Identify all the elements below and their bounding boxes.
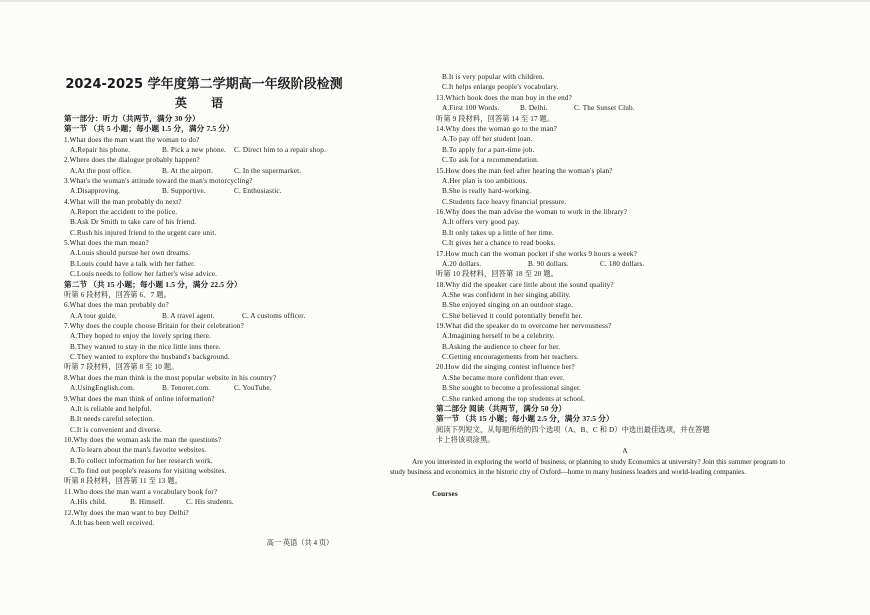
question: 1.What does the man want the woman to do?	[64, 136, 200, 144]
option: B.She enjoyed singing on an outdoor stage.	[442, 301, 574, 309]
option: C. The Sunset Club.	[574, 104, 635, 112]
option: B.Ask Dr Smith to take care of his friend.	[70, 218, 197, 226]
instructions-cont: 卡上将该项涂黑。	[436, 436, 495, 444]
option: A.It is reliable and helpful.	[70, 405, 152, 413]
options	[70, 145, 326, 155]
question: 12.Why does the man want to buy Delhi?	[64, 509, 189, 517]
passage-paragraph: Are you interested in exploring the world of business, or planning to study Economics at university? Join this summer program to study business and economics in the historic city of Oxford—home to many business leaders and world-leading companies.	[390, 458, 786, 476]
option: B. 90 dollars.	[528, 260, 569, 268]
option: B. At the airport.	[162, 167, 214, 175]
option: C.They wanted to explore the husband's background.	[70, 353, 230, 361]
listening-note: 听第 10 段材料，回答第 18 至 20 题。	[436, 270, 559, 278]
question: 14.Why does the woman go to the man?	[436, 125, 557, 133]
question: 13.Which book does the man buy in the end?	[436, 94, 572, 102]
instructions: 阅读下列短文，从每题所给的四个选项（A、B、C 和 D）中选出最佳选项，并在答题	[436, 426, 710, 434]
option: B.It needs careful selection.	[70, 415, 155, 423]
option: A.First 100 Words.	[442, 104, 500, 112]
question: 10.Why does the woman ask the man the questions?	[64, 436, 222, 444]
option: B. A travel agent.	[162, 312, 215, 320]
exam-title: 2024-2025 学年度第二学期高一年级阶段检测	[65, 77, 343, 92]
page-footer: 高一 英语（共 4 页）	[266, 539, 334, 547]
option: C. A customs officer.	[242, 312, 306, 320]
options	[70, 186, 282, 196]
option: C.She ranked among the top students at school.	[442, 395, 585, 403]
option: B. Himself.	[130, 498, 165, 506]
options	[442, 103, 635, 113]
option: B.To apply for a part-time job.	[442, 146, 535, 154]
question: 17.How much can the woman pocket if she works 9 hours a week?	[436, 250, 637, 258]
option: A.Imagining herself to be a celebrity.	[442, 332, 555, 340]
question: 19.What did the speaker do to overcome her nervousness?	[436, 322, 612, 330]
option: A.A tour guide.	[70, 312, 117, 320]
subject-heading: 英 语	[174, 96, 234, 110]
option: A.She became more confident than ever.	[442, 374, 565, 382]
option: C.To ask for a recommendation.	[442, 156, 539, 164]
option: C. Enthusiastic.	[234, 187, 282, 195]
option: B.To collect information for her research work.	[70, 457, 213, 465]
listening-note: 听第 9 段材料，回答第 14 至 17 题。	[436, 115, 555, 123]
option: C. His students.	[186, 498, 234, 506]
question: 11.Who does the man want a vocabulary book for?	[64, 488, 218, 496]
option: A.20 dollars.	[442, 260, 482, 268]
options	[70, 166, 301, 176]
options	[70, 497, 234, 507]
option: B. Delhi.	[520, 104, 548, 112]
courses-heading: Courses	[432, 490, 458, 498]
option: C.Rush his injured friend to the urgent care unit.	[70, 229, 217, 237]
passage-label: A	[622, 447, 628, 455]
options	[70, 383, 272, 393]
option: B.Asking the audience to cheer for her.	[442, 343, 561, 351]
option: A.Louis should pursue her own dreams.	[70, 249, 191, 257]
option: C. In the supermarket.	[234, 167, 302, 175]
options	[70, 311, 305, 321]
option: C. YouTube.	[234, 384, 272, 392]
listening-note: 听第 8 段材料，回答第 11 至 13 题。	[64, 477, 183, 485]
option: C. 180 dollars.	[600, 260, 645, 268]
question: 5.What does the man mean?	[64, 239, 149, 247]
listening-note: 听第 6 段材料，回答第 6、7 题。	[64, 291, 171, 299]
option: C.Getting encouragements from her teachers.	[442, 353, 579, 361]
question: 2.Where does the dialogue probably happen?	[64, 156, 200, 164]
option: A.Her plan is too ambitious.	[442, 177, 528, 185]
section-heading: 第一节 （共 5 小题；每小题 1.5 分，满分 7.5 分）	[64, 124, 234, 133]
part-heading: 第二部分 阅读（共两节，满分 50 分）	[436, 404, 567, 413]
section-heading: 第二节 （共 15 小题；每小题 1.5 分，满分 22.5 分）	[64, 280, 242, 289]
option: B.It is very popular with children.	[442, 73, 545, 81]
options	[442, 259, 645, 269]
option: A.At the post office.	[70, 167, 132, 175]
option: C.It helps enlarge people's vocabulary.	[442, 83, 559, 91]
question: 8.What does the man think is the most popular website in his country?	[64, 374, 277, 382]
scan-edge	[0, 0, 870, 2]
option: A.Disapproving.	[70, 187, 121, 195]
option: B. Tenoret.com.	[162, 384, 211, 392]
option: B.She sought to become a professional singer.	[442, 384, 582, 392]
question: 4.What will the man probably do next?	[64, 198, 182, 206]
option: C.Louis needs to follow her father's wise advice.	[70, 270, 218, 278]
option: B.She is really hard-working.	[442, 187, 532, 195]
option: C. Direct him to a repair shop.	[234, 146, 326, 154]
option: C.It gives her a chance to read books.	[442, 239, 556, 247]
option: B. Supportive.	[162, 187, 206, 195]
option: C.She believed it could potentially benefit her.	[442, 312, 583, 320]
option: A.It has been well received.	[70, 519, 155, 527]
question: 7.Why does the couple choose Britain for their celebration?	[64, 322, 244, 330]
question: 6.What does the man probably do?	[64, 301, 169, 309]
option: B. Pick a new phone.	[162, 146, 226, 154]
question: 20.How did the singing contest influence her?	[436, 363, 575, 371]
part-heading: 第一部分：听力（共两节，满分 30 分）	[64, 114, 200, 123]
option: A.To learn about the man's favorite websites.	[70, 446, 207, 454]
option: B.It only takes up a little of her time.	[442, 229, 554, 237]
question: 18.Why did the speaker care little about the sound quality?	[436, 281, 614, 289]
option: B.Louis could have a talk with her father.	[70, 260, 196, 268]
option: C.It is convenient and diverse.	[70, 426, 162, 434]
option: A.Report the accident to the police.	[70, 208, 178, 216]
question: 9.What does the man think of online information?	[64, 395, 215, 403]
option: C.Students face heavy financial pressure.	[442, 198, 567, 206]
option: A.UsingEnglish.com.	[70, 384, 135, 392]
listening-note: 听第 7 段材料，回答第 8 至 10 题。	[64, 363, 179, 371]
question: 15.How does the man feel after hearing the woman's plan?	[436, 167, 613, 175]
section-heading: 第一节 （共 15 小题；每小题 2.5 分，满分 37.5 分）	[436, 414, 614, 423]
question: 16.Why does the man advise the woman to work in the library?	[436, 208, 628, 216]
option: A.His child.	[70, 498, 107, 506]
option: B.They wanted to stay in the nice little inns there.	[70, 343, 221, 351]
option: A.Repair his phone.	[70, 146, 131, 154]
question: 3.What's the woman's attitude toward the man's motorcycling?	[64, 177, 253, 185]
option: C.To find out people's reasons for visiting websites.	[70, 467, 227, 475]
option: A.To pay off her student loan.	[442, 135, 533, 143]
option: A.She was confident in her singing ability.	[442, 291, 571, 299]
option: A.It offers very good pay.	[442, 218, 520, 226]
option: A.They hoped to enjoy the lovely spring there.	[70, 332, 211, 340]
